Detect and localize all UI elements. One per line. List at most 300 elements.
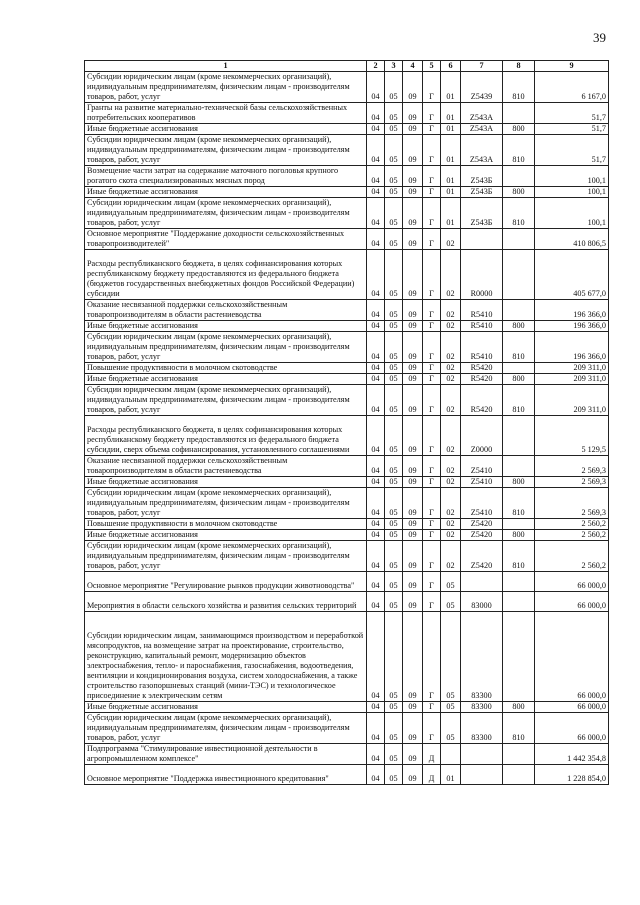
code-subprogram: Г <box>423 300 441 321</box>
code-subprogram: Г <box>423 187 441 198</box>
code-subsection: 05 <box>385 477 403 488</box>
code-program: 09 <box>403 332 423 363</box>
code-direction: 83300 <box>461 702 503 713</box>
code-section: 04 <box>367 166 385 187</box>
code-direction: Z5420 <box>461 541 503 572</box>
code-section: 04 <box>367 250 385 300</box>
row-amount: 5 129,5 <box>535 416 609 456</box>
code-activity: 02 <box>441 519 461 530</box>
code-section: 04 <box>367 702 385 713</box>
row-name: Основное мероприятие "Поддержание доходности сельскохозяйственных товаропроизводителей" <box>85 229 367 250</box>
code-activity: 02 <box>441 385 461 416</box>
code-program: 09 <box>403 198 423 229</box>
code-activity: 02 <box>441 488 461 519</box>
code-subprogram: Г <box>423 135 441 166</box>
code-direction: Z543А <box>461 103 503 124</box>
row-name: Субсидии юридическим лицам (кроме некоммерческих организаций), индивидуальным предпринимателям, физическим лицам - производителям товаров, работ, услуг <box>85 72 367 103</box>
code-subsection: 05 <box>385 166 403 187</box>
row-amount: 1 228 854,0 <box>535 765 609 785</box>
code-direction: R5420 <box>461 385 503 416</box>
code-direction: Z543А <box>461 124 503 135</box>
code-program: 09 <box>403 300 423 321</box>
code-expense-type: 800 <box>503 187 535 198</box>
code-direction: Z543Б <box>461 198 503 229</box>
code-activity: 01 <box>441 124 461 135</box>
code-expense-type: 810 <box>503 488 535 519</box>
code-subsection: 05 <box>385 385 403 416</box>
column-header: 9 <box>535 61 609 72</box>
row-name: Иные бюджетные ассигнования <box>85 187 367 198</box>
row-name: Повышение продуктивности в молочном скотоводстве <box>85 519 367 530</box>
code-direction: R5410 <box>461 332 503 363</box>
code-program: 09 <box>403 416 423 456</box>
row-name: Повышение продуктивности в молочном скотоводстве <box>85 363 367 374</box>
code-activity: 02 <box>441 456 461 477</box>
code-expense-type: 810 <box>503 198 535 229</box>
row-amount: 100,1 <box>535 166 609 187</box>
code-subprogram: Г <box>423 541 441 572</box>
code-program: 09 <box>403 456 423 477</box>
code-section: 04 <box>367 530 385 541</box>
row-amount: 209 311,0 <box>535 385 609 416</box>
code-section: 04 <box>367 592 385 612</box>
code-subprogram: Г <box>423 416 441 456</box>
row-amount: 209 311,0 <box>535 363 609 374</box>
row-amount: 6 167,0 <box>535 72 609 103</box>
code-program: 09 <box>403 103 423 124</box>
table-row <box>85 456 609 477</box>
row-name: Возмещение части затрат на содержание маточного поголовья крупного рогатого скота специализированных мясных пород <box>85 166 367 187</box>
code-section: 04 <box>367 135 385 166</box>
code-subsection: 05 <box>385 744 403 765</box>
code-program: 09 <box>403 488 423 519</box>
code-direction: Z5420 <box>461 530 503 541</box>
code-program: 09 <box>403 541 423 572</box>
code-program: 09 <box>403 374 423 385</box>
code-expense-type <box>503 166 535 187</box>
code-subprogram: Г <box>423 103 441 124</box>
code-direction: 83300 <box>461 612 503 702</box>
row-name: Расходы республиканского бюджета, в целях софинансирования которых республиканскому бюджету предоставляются из федерального бюджета субсидии, сверх объема софинансирования, установленного соглашениями <box>85 416 367 456</box>
code-activity: 02 <box>441 416 461 456</box>
table-row <box>85 519 609 530</box>
table-row <box>85 321 609 332</box>
row-name: Субсидии юридическим лицам, занимающимся производством и переработкой мясопродуктов, на возмещение затрат на проектирование, строительство, реконструкцию, капитальный ремонт, модернизацию объектов электроснабжения, тепло- и пароснабжения, газоснабжения, водоотведения, вентиляции и кондиционирования воздуха, систем холодоснабжения, а также строительство газопоршневых станций (мини-ТЭС) и технологическое присоединение к электрическим сетям <box>85 612 367 702</box>
code-subprogram: Г <box>423 124 441 135</box>
row-name: Иные бюджетные ассигнования <box>85 321 367 332</box>
code-direction: R5410 <box>461 321 503 332</box>
table-row <box>85 612 609 702</box>
table-row <box>85 541 609 572</box>
column-header: 8 <box>503 61 535 72</box>
code-subsection: 05 <box>385 765 403 785</box>
code-subsection: 05 <box>385 541 403 572</box>
code-program: 09 <box>403 702 423 713</box>
row-amount: 410 806,5 <box>535 229 609 250</box>
table-row <box>85 702 609 713</box>
code-direction: R5420 <box>461 374 503 385</box>
table-row <box>85 135 609 166</box>
code-expense-type <box>503 250 535 300</box>
code-program: 09 <box>403 187 423 198</box>
code-program: 09 <box>403 321 423 332</box>
code-program: 09 <box>403 166 423 187</box>
table-row <box>85 385 609 416</box>
code-section: 04 <box>367 744 385 765</box>
code-expense-type <box>503 103 535 124</box>
code-subprogram: Г <box>423 198 441 229</box>
code-program: 09 <box>403 72 423 103</box>
code-subprogram: Д <box>423 765 441 785</box>
row-name: Мероприятия в области сельского хозяйства и развития сельских территорий <box>85 592 367 612</box>
code-direction: Z543А <box>461 135 503 166</box>
table-row <box>85 166 609 187</box>
code-expense-type <box>503 765 535 785</box>
table-row <box>85 488 609 519</box>
row-name: Подпрограмма "Стимулирование инвестиционной деятельности в агропромышленном комплексе" <box>85 744 367 765</box>
code-section: 04 <box>367 456 385 477</box>
row-amount: 209 311,0 <box>535 374 609 385</box>
row-amount: 66 000,0 <box>535 572 609 592</box>
code-section: 04 <box>367 477 385 488</box>
row-amount: 51,7 <box>535 135 609 166</box>
row-name: Иные бюджетные ассигнования <box>85 374 367 385</box>
table-row <box>85 744 609 765</box>
table-row <box>85 103 609 124</box>
row-name: Иные бюджетные ассигнования <box>85 530 367 541</box>
row-amount: 1 442 354,8 <box>535 744 609 765</box>
code-subsection: 05 <box>385 416 403 456</box>
code-direction: R5420 <box>461 363 503 374</box>
code-expense-type <box>503 416 535 456</box>
code-subsection: 05 <box>385 456 403 477</box>
row-name: Основное мероприятие "Поддержка инвестиционного кредитования" <box>85 765 367 785</box>
code-expense-type <box>503 456 535 477</box>
code-expense-type: 800 <box>503 702 535 713</box>
code-subsection: 05 <box>385 103 403 124</box>
row-amount: 66 000,0 <box>535 612 609 702</box>
code-expense-type: 810 <box>503 385 535 416</box>
code-subprogram: Г <box>423 166 441 187</box>
code-direction <box>461 572 503 592</box>
code-section: 04 <box>367 612 385 702</box>
table-row <box>85 477 609 488</box>
code-direction: Z543Б <box>461 187 503 198</box>
table-row <box>85 530 609 541</box>
code-activity: 01 <box>441 103 461 124</box>
row-name: Иные бюджетные ассигнования <box>85 124 367 135</box>
table-row <box>85 300 609 321</box>
table-row <box>85 198 609 229</box>
row-amount: 2 569,3 <box>535 477 609 488</box>
code-direction <box>461 229 503 250</box>
code-subprogram: Г <box>423 250 441 300</box>
code-subprogram: Г <box>423 713 441 744</box>
code-subsection: 05 <box>385 187 403 198</box>
code-subprogram: Г <box>423 572 441 592</box>
table-row <box>85 72 609 103</box>
code-activity: 02 <box>441 229 461 250</box>
code-subprogram: Г <box>423 72 441 103</box>
code-direction: Z5420 <box>461 519 503 530</box>
table-row <box>85 124 609 135</box>
code-expense-type <box>503 363 535 374</box>
code-expense-type: 810 <box>503 332 535 363</box>
code-direction: R0000 <box>461 250 503 300</box>
code-subprogram: Г <box>423 363 441 374</box>
code-section: 04 <box>367 229 385 250</box>
code-program: 09 <box>403 135 423 166</box>
code-program: 09 <box>403 477 423 488</box>
code-section: 04 <box>367 713 385 744</box>
budget-table <box>84 60 609 785</box>
code-expense-type: 810 <box>503 135 535 166</box>
row-name: Оказание несвязанной поддержки сельскохозяйственным товаропроизводителям в области растениеводства <box>85 300 367 321</box>
code-direction: Z5410 <box>461 488 503 519</box>
code-direction: 83300 <box>461 713 503 744</box>
table-row <box>85 416 609 456</box>
code-activity: 02 <box>441 363 461 374</box>
code-activity: 01 <box>441 166 461 187</box>
row-name: Иные бюджетные ассигнования <box>85 477 367 488</box>
code-activity: 01 <box>441 198 461 229</box>
code-subprogram: Г <box>423 612 441 702</box>
code-activity: 01 <box>441 765 461 785</box>
code-section: 04 <box>367 124 385 135</box>
code-subsection: 05 <box>385 135 403 166</box>
code-section: 04 <box>367 363 385 374</box>
code-section: 04 <box>367 332 385 363</box>
code-direction: 83000 <box>461 592 503 612</box>
code-activity: 02 <box>441 332 461 363</box>
code-expense-type <box>503 612 535 702</box>
code-expense-type: 800 <box>503 124 535 135</box>
code-subsection: 05 <box>385 702 403 713</box>
code-subsection: 05 <box>385 300 403 321</box>
code-subsection: 05 <box>385 198 403 229</box>
code-section: 04 <box>367 374 385 385</box>
code-direction: Z5439 <box>461 72 503 103</box>
table-row <box>85 592 609 612</box>
code-direction: Z5410 <box>461 477 503 488</box>
code-subprogram: Г <box>423 702 441 713</box>
code-activity: 05 <box>441 572 461 592</box>
code-expense-type: 800 <box>503 477 535 488</box>
code-section: 04 <box>367 416 385 456</box>
code-expense-type: 800 <box>503 374 535 385</box>
code-activity: 02 <box>441 321 461 332</box>
code-subsection: 05 <box>385 592 403 612</box>
row-name: Субсидии юридическим лицам (кроме некоммерческих организаций), индивидуальным предпринимателям, физическим лицам - производителям товаров, работ, услуг <box>85 135 367 166</box>
code-subsection: 05 <box>385 321 403 332</box>
page-number: 39 <box>593 30 606 45</box>
table-row <box>85 250 609 300</box>
code-activity: 05 <box>441 612 461 702</box>
code-subsection: 05 <box>385 530 403 541</box>
code-expense-type <box>503 744 535 765</box>
column-header: 7 <box>461 61 503 72</box>
code-section: 04 <box>367 198 385 229</box>
code-direction <box>461 744 503 765</box>
column-header: 2 <box>367 61 385 72</box>
code-activity: 01 <box>441 135 461 166</box>
row-amount: 196 366,0 <box>535 332 609 363</box>
row-amount: 100,1 <box>535 187 609 198</box>
row-amount: 51,7 <box>535 103 609 124</box>
code-program: 09 <box>403 519 423 530</box>
code-subprogram: Г <box>423 332 441 363</box>
code-expense-type: 810 <box>503 72 535 103</box>
code-activity: 02 <box>441 541 461 572</box>
code-subprogram: Г <box>423 229 441 250</box>
row-amount: 2 569,3 <box>535 456 609 477</box>
row-amount: 2 560,2 <box>535 530 609 541</box>
row-amount: 2 560,2 <box>535 519 609 530</box>
code-activity: 01 <box>441 187 461 198</box>
code-section: 04 <box>367 300 385 321</box>
row-name: Иные бюджетные ассигнования <box>85 702 367 713</box>
code-section: 04 <box>367 385 385 416</box>
table-row <box>85 572 609 592</box>
code-subsection: 05 <box>385 250 403 300</box>
code-subsection: 05 <box>385 332 403 363</box>
code-subsection: 05 <box>385 124 403 135</box>
code-expense-type <box>503 300 535 321</box>
code-subprogram: Г <box>423 592 441 612</box>
column-header: 1 <box>85 61 367 72</box>
code-expense-type <box>503 572 535 592</box>
code-subprogram: Г <box>423 519 441 530</box>
code-program: 09 <box>403 385 423 416</box>
column-header: 5 <box>423 61 441 72</box>
code-expense-type <box>503 229 535 250</box>
table-row <box>85 332 609 363</box>
row-name: Расходы республиканского бюджета, в целях софинансирования которых республиканскому бюджету предоставляются из федерального бюджета (бюджетов государственных внебюджетных фондов Российской Федерации) субсидии <box>85 250 367 300</box>
column-header: 4 <box>403 61 423 72</box>
code-program: 09 <box>403 530 423 541</box>
code-subsection: 05 <box>385 72 403 103</box>
code-activity: 02 <box>441 374 461 385</box>
row-amount: 2 560,2 <box>535 541 609 572</box>
row-amount: 66 000,0 <box>535 592 609 612</box>
code-program: 09 <box>403 250 423 300</box>
code-subsection: 05 <box>385 374 403 385</box>
table-row <box>85 374 609 385</box>
row-amount: 196 366,0 <box>535 300 609 321</box>
code-expense-type <box>503 519 535 530</box>
code-program: 09 <box>403 592 423 612</box>
code-activity: 02 <box>441 530 461 541</box>
code-activity: 05 <box>441 702 461 713</box>
code-section: 04 <box>367 541 385 572</box>
row-amount: 196 366,0 <box>535 321 609 332</box>
code-subsection: 05 <box>385 612 403 702</box>
table-row <box>85 713 609 744</box>
table-row <box>85 229 609 250</box>
row-amount: 100,1 <box>535 198 609 229</box>
code-activity: 02 <box>441 250 461 300</box>
code-subsection: 05 <box>385 713 403 744</box>
code-section: 04 <box>367 572 385 592</box>
code-activity: 02 <box>441 300 461 321</box>
code-subsection: 05 <box>385 519 403 530</box>
row-name: Гранты на развитие материально-технической базы сельскохозяйственных потребительских кооперативов <box>85 103 367 124</box>
code-program: 09 <box>403 612 423 702</box>
code-subprogram: Г <box>423 477 441 488</box>
row-amount: 2 569,3 <box>535 488 609 519</box>
row-name: Субсидии юридическим лицам (кроме некоммерческих организаций), индивидуальным предпринимателям, физическим лицам - производителям товаров, работ, услуг <box>85 332 367 363</box>
code-section: 04 <box>367 488 385 519</box>
code-direction: R5410 <box>461 300 503 321</box>
code-subprogram: Г <box>423 456 441 477</box>
code-direction <box>461 765 503 785</box>
table-row <box>85 363 609 374</box>
code-activity: 05 <box>441 713 461 744</box>
code-section: 04 <box>367 72 385 103</box>
row-amount: 51,7 <box>535 124 609 135</box>
code-subsection: 05 <box>385 363 403 374</box>
code-program: 09 <box>403 765 423 785</box>
code-activity <box>441 744 461 765</box>
code-subsection: 05 <box>385 229 403 250</box>
code-subprogram: Г <box>423 488 441 519</box>
code-expense-type: 800 <box>503 530 535 541</box>
code-program: 09 <box>403 744 423 765</box>
row-name: Субсидии юридическим лицам (кроме некоммерческих организаций), индивидуальным предпринимателям, физическим лицам - производителям товаров, работ, услуг <box>85 488 367 519</box>
code-subsection: 05 <box>385 572 403 592</box>
code-direction: Z543Б <box>461 166 503 187</box>
code-section: 04 <box>367 519 385 530</box>
row-amount: 66 000,0 <box>535 702 609 713</box>
code-section: 04 <box>367 103 385 124</box>
code-subprogram: Д <box>423 744 441 765</box>
code-activity: 01 <box>441 72 461 103</box>
code-section: 04 <box>367 765 385 785</box>
code-activity: 02 <box>441 477 461 488</box>
code-subprogram: Г <box>423 385 441 416</box>
column-header: 6 <box>441 61 461 72</box>
row-name: Основное мероприятие "Регулирование рынков продукции животноводства" <box>85 572 367 592</box>
code-program: 09 <box>403 572 423 592</box>
code-subprogram: Г <box>423 321 441 332</box>
code-section: 04 <box>367 187 385 198</box>
code-activity: 05 <box>441 592 461 612</box>
code-expense-type: 810 <box>503 713 535 744</box>
row-amount: 405 677,0 <box>535 250 609 300</box>
code-program: 09 <box>403 363 423 374</box>
row-name: Оказание несвязанной поддержки сельскохозяйственным товаропроизводителям в области растениеводства <box>85 456 367 477</box>
code-program: 09 <box>403 713 423 744</box>
row-name: Субсидии юридическим лицам (кроме некоммерческих организаций), индивидуальным предпринимателям, физическим лицам - производителям товаров, работ, услуг <box>85 713 367 744</box>
row-name: Субсидии юридическим лицам (кроме некоммерческих организаций), индивидуальным предпринимателям, физическим лицам - производителям товаров, работ, услуг <box>85 198 367 229</box>
code-subprogram: Г <box>423 530 441 541</box>
table-row <box>85 765 609 785</box>
code-expense-type: 810 <box>503 541 535 572</box>
code-direction: Z5410 <box>461 456 503 477</box>
code-program: 09 <box>403 124 423 135</box>
column-header: 3 <box>385 61 403 72</box>
code-direction: Z0000 <box>461 416 503 456</box>
code-subprogram: Г <box>423 374 441 385</box>
code-expense-type: 800 <box>503 321 535 332</box>
code-program: 09 <box>403 229 423 250</box>
code-expense-type <box>503 592 535 612</box>
row-name: Субсидии юридическим лицам (кроме некоммерческих организаций), индивидуальным предпринимателям, физическим лицам - производителям товаров, работ, услуг <box>85 541 367 572</box>
table-row <box>85 187 609 198</box>
row-amount: 66 000,0 <box>535 713 609 744</box>
code-section: 04 <box>367 321 385 332</box>
table-header-row <box>85 61 609 72</box>
